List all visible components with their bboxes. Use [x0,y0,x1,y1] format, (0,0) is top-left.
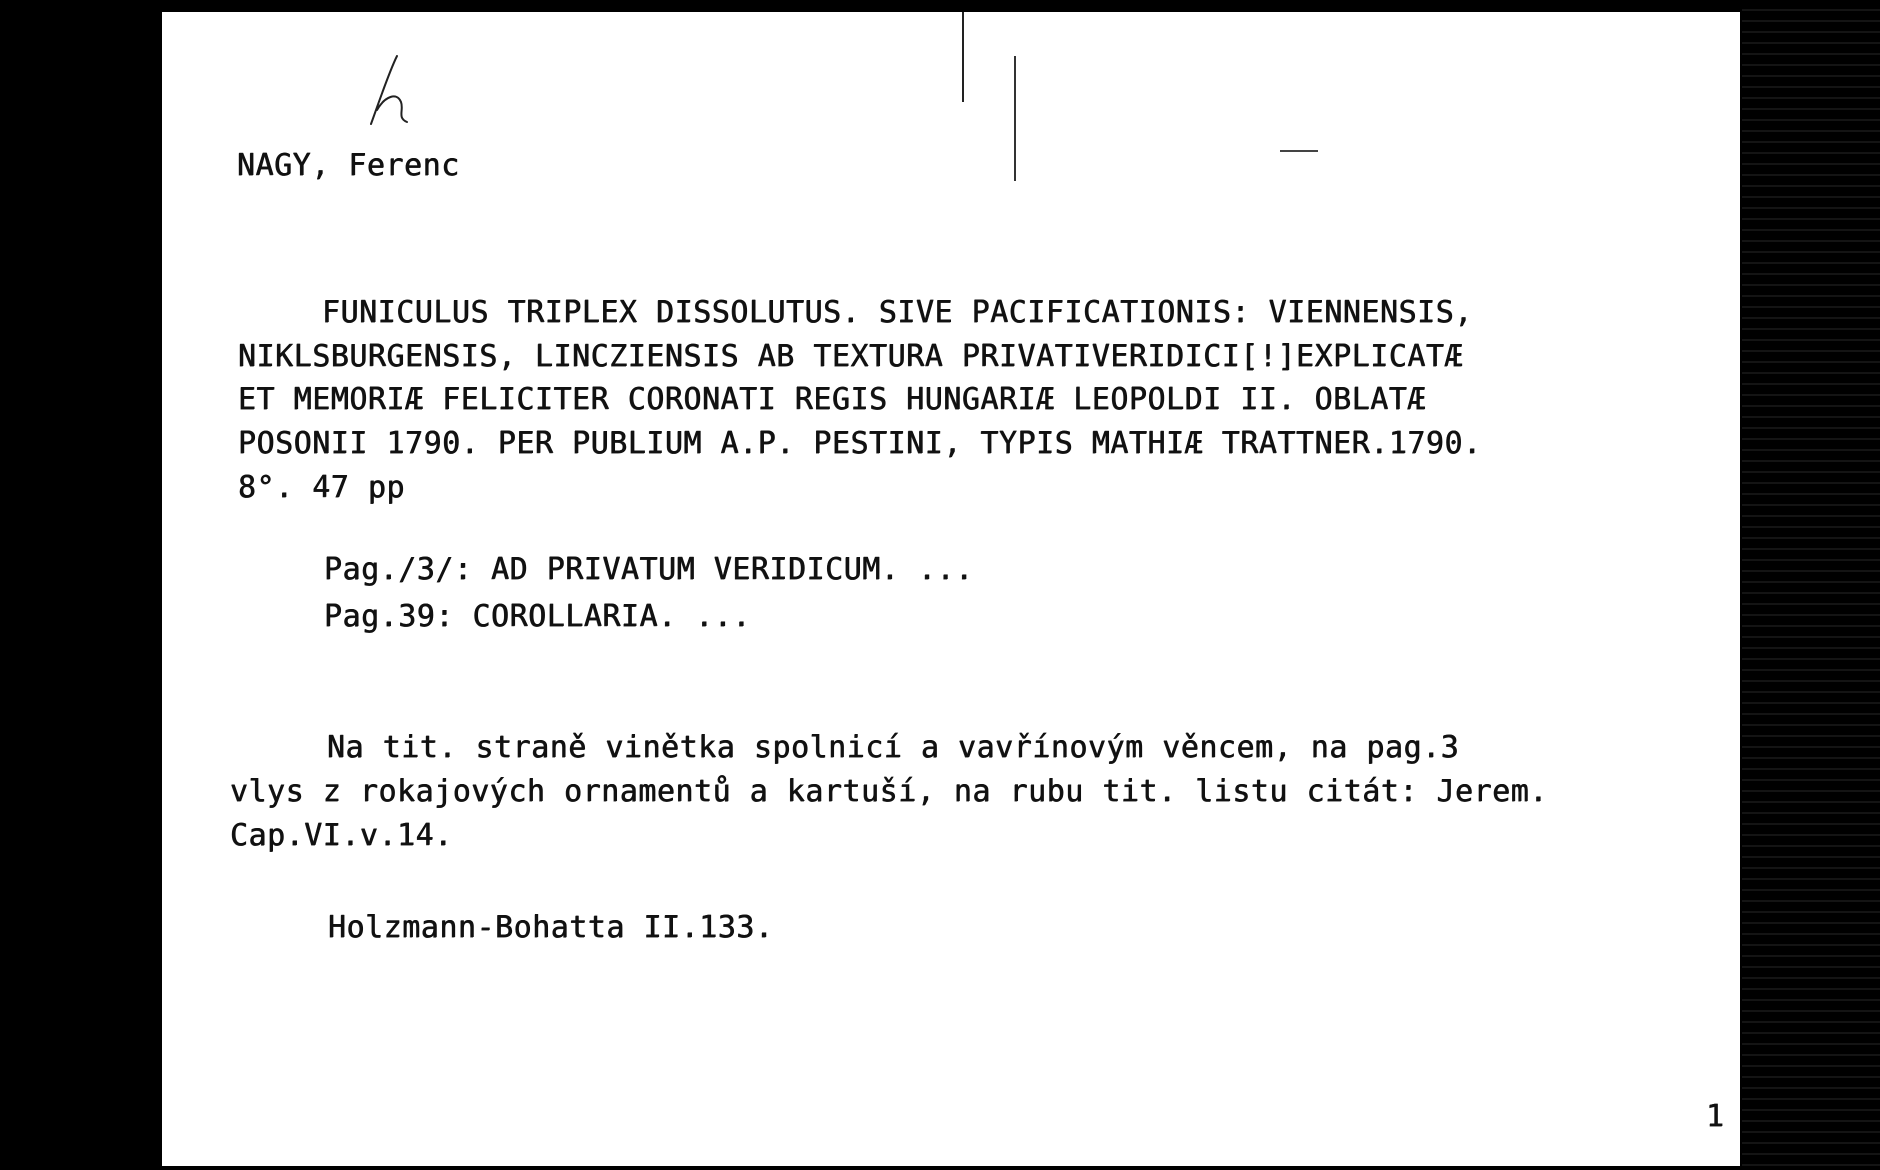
scratch-mark-3 [1280,150,1318,152]
catalog-card [162,12,1740,1166]
scratch-mark-1 [962,12,964,102]
scanner-edge-stripe [1742,0,1880,1170]
page-ref-1: Pag./3/: AD PRIVATUM VERIDICUM. ... [324,552,974,587]
title-line-2: NIKLSBURGENSIS, LINCZIENSIS AB TEXTURA PRIVATIVERIDICI[!]EXPLICATÆ [238,339,1464,374]
title-line-3: ET MEMORIÆ FELICITER CORONATI REGIS HUNGARIÆ LEOPOLDI II. OBLATÆ [238,382,1426,417]
note-line-1: Na tit. straně vinětka spolnicí a vavřínovým věncem, na pag.3 [327,730,1460,765]
page-number: 1 [1706,1099,1725,1134]
scratch-mark-2 [1014,56,1016,181]
format-extent: 8°. 47 pp [238,470,406,505]
page-ref-2: Pag.39: COROLLARIA. ... [324,599,751,634]
handwritten-h-mark [367,52,417,132]
title-line-1: FUNICULUS TRIPLEX DISSOLUTUS. SIVE PACIFICATIONIS: VIENNENSIS, [322,295,1473,330]
author-heading: NAGY, Ferenc [237,148,460,183]
note-line-3: Cap.VI.v.14. [230,818,453,853]
title-line-4: POSONII 1790. PER PUBLIUM A.P. PESTINI, TYPIS MATHIÆ TRATTNER.1790. [238,426,1482,461]
note-line-2: vlys z rokajových ornamentů a kartuší, na rubu tit. listu citát: Jerem. [230,774,1548,809]
bibliographic-reference: Holzmann-Bohatta II.133. [328,910,774,945]
